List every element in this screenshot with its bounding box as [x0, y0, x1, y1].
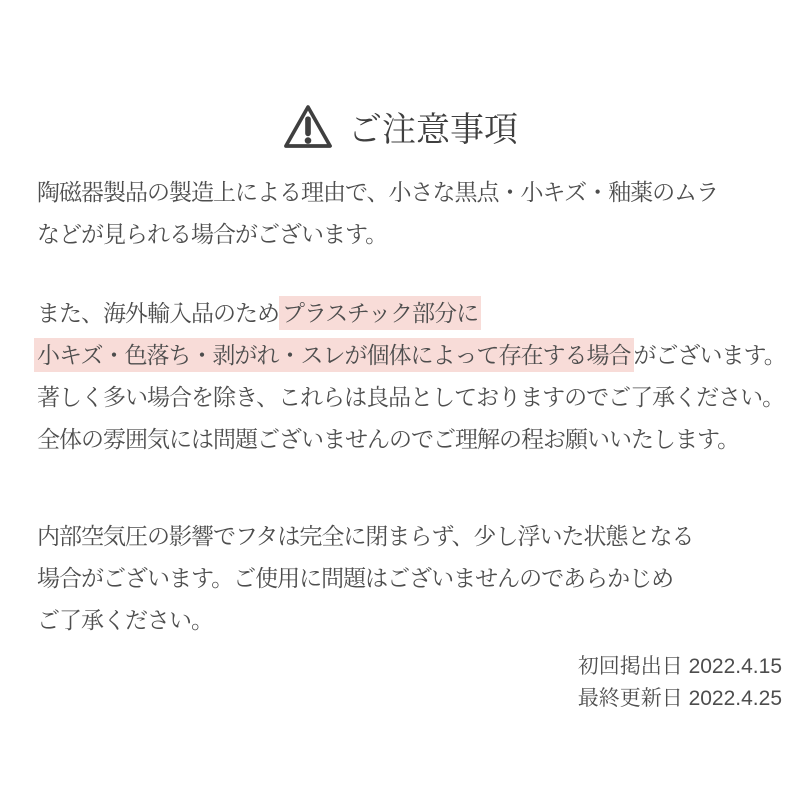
text-line: 陶磁器製品の製造上による理由で、小さな黒点・小キズ・釉薬のムラ — [37, 179, 719, 205]
text-line: などが見られる場合がございます。 — [37, 221, 388, 247]
text-line: 著しく多い場合を除き、これらは良品としておりますのでご了承ください。 — [37, 384, 785, 410]
plain-text: がございます。 — [633, 342, 786, 368]
page-title: ご注意事項 — [348, 110, 518, 149]
text-line: 全体の雰囲気には問題ございませんのでご理解の程お願いいたします。 — [37, 426, 740, 452]
notice-header — [0, 100, 800, 152]
warning-triangle-icon — [282, 103, 334, 150]
last-updated-date: 最終更新日 2022.4.25 — [577, 687, 782, 710]
text-line — [37, 334, 792, 376]
first-posted-date: 初回掲出日 2022.4.15 — [577, 655, 782, 678]
highlighted-text: プラスチック部分に — [279, 296, 481, 330]
paragraph-lid-air-pressure — [0, 515, 800, 641]
text-line: 内部空気圧の影響でフタは完全に閉まらず、少し浮いた状態となる — [37, 523, 694, 549]
highlighted-text: 小キズ・色落ち・剥がれ・スレが個体によって存在する場合 — [34, 338, 634, 372]
text-line: ご了承ください。 — [37, 607, 213, 633]
text-line — [37, 292, 792, 334]
paragraph-ceramic-defects — [0, 171, 800, 255]
paragraph-imported-plastic — [0, 292, 800, 460]
revision-dates — [0, 651, 800, 715]
text-line: 場合がございます。ご使用に問題はございませんのであらかじめ — [37, 565, 674, 591]
plain-text: また、海外輸入品のため — [37, 300, 279, 326]
